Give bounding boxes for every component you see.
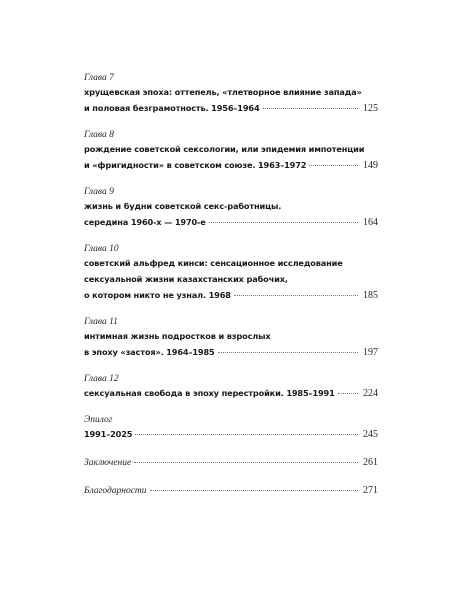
toc-entry-chapter-8[interactable]	[84, 129, 378, 174]
chapter-label: Глава 10	[84, 244, 119, 254]
chapter-label: Глава 9	[84, 187, 114, 197]
table-of-contents	[84, 72, 378, 511]
chapter-title-last-line	[84, 157, 378, 174]
chapter-title-last-line	[84, 287, 378, 304]
chapter-title-text: о котором никто не узнал. 1968	[84, 290, 231, 300]
chapter-title-last-line	[84, 426, 378, 443]
dot-leader	[218, 352, 358, 353]
page-number: 164	[363, 217, 378, 228]
chapter-title-text: и «фригидности» в советском союзе. 1963–1972	[84, 160, 307, 170]
page-number: 125	[363, 103, 378, 114]
page-number: 224	[363, 388, 378, 399]
dot-leader	[234, 295, 358, 296]
page-number: 261	[363, 457, 378, 468]
chapter-label: Глава 7	[84, 73, 114, 83]
chapter-title-line: рождение советской сексологии, или эпидемия импотенции	[84, 144, 365, 154]
chapter-title-last-line	[84, 100, 378, 117]
dot-leader	[150, 490, 358, 491]
toc-entry-acknowledgements[interactable]	[84, 483, 378, 499]
chapter-title-text: сексуальная свобода в эпоху перестройки. 1985–1991	[84, 388, 335, 398]
dot-leader	[209, 222, 358, 223]
toc-entry-conclusion[interactable]	[84, 455, 378, 471]
chapter-title-line: сексуальной жизни казахстанских рабочих,	[84, 274, 288, 284]
page-number: 185	[363, 290, 378, 301]
chapter-title-line: хрущевская эпоха: оттепель, «тлетворное влияние запада»	[84, 87, 362, 97]
chapter-title-last-line	[84, 344, 378, 361]
toc-entry-chapter-12[interactable]	[84, 373, 378, 402]
chapter-title-last-line	[84, 385, 378, 402]
page-number: 197	[363, 347, 378, 358]
dot-leader	[309, 165, 358, 166]
toc-entry-chapter-11[interactable]	[84, 316, 378, 361]
page-number: 245	[363, 429, 378, 440]
page-number: 271	[363, 485, 378, 496]
chapter-title-text: 1991–2025	[84, 429, 133, 439]
toc-entry-chapter-7[interactable]	[84, 72, 378, 117]
dot-leader	[263, 108, 359, 109]
section-title-text: Заключение	[84, 458, 132, 468]
chapter-title-line: интимная жизнь подростков и взрослых	[84, 331, 271, 341]
toc-entry-epilogue[interactable]	[84, 414, 378, 443]
chapter-title-line: жизнь и будни советской секс-работницы.	[84, 201, 282, 211]
toc-entry-chapter-10[interactable]	[84, 243, 378, 304]
section-title-line	[84, 483, 378, 499]
chapter-title-text: в эпоху «застоя». 1964–1985	[84, 347, 215, 357]
dot-leader	[135, 434, 358, 435]
page-number: 149	[363, 160, 378, 171]
section-title-text: Благодарности	[84, 486, 147, 496]
toc-entry-chapter-9[interactable]	[84, 186, 378, 231]
chapter-label: Глава 8	[84, 130, 114, 140]
chapter-label: Глава 12	[84, 374, 119, 384]
section-title-line	[84, 455, 378, 471]
dot-leader	[134, 462, 358, 463]
chapter-label: Глава 11	[84, 317, 118, 327]
chapter-label: Эпилог	[84, 415, 113, 425]
chapter-title-line: советский альфред кинси: сенсационное исследование	[84, 258, 343, 268]
dot-leader	[338, 393, 358, 394]
chapter-title-text: середина 1960-х — 1970-е	[84, 217, 206, 227]
chapter-title-text: и половая безграмотность. 1956–1964	[84, 103, 260, 113]
chapter-title-last-line	[84, 214, 378, 231]
